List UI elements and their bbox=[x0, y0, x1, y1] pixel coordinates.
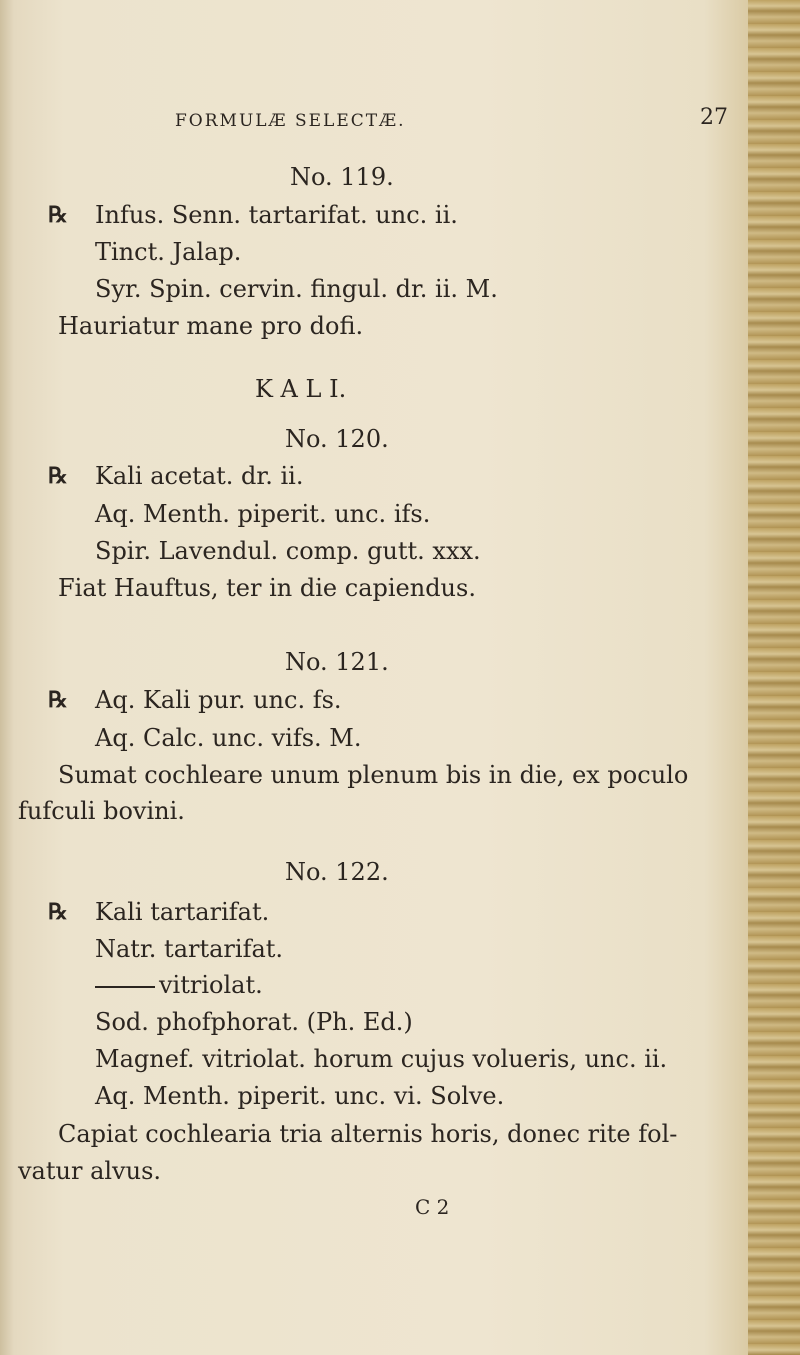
formula-number: No. 122. bbox=[285, 858, 389, 886]
recipe-symbol: ℞ bbox=[48, 899, 68, 925]
page-left-edge bbox=[0, 0, 14, 1355]
ingredient-line: Aq. Menth. piperit. unc. vi. Solve. bbox=[95, 1082, 505, 1110]
running-title: FORMULÆ SELECTÆ. bbox=[175, 111, 406, 131]
ingredient-line: Syr. Spin. cervin. fingul. dr. ii. M. bbox=[95, 275, 498, 303]
ingredient-line: Natr. tartarifat. bbox=[95, 935, 284, 963]
directions-line: Fiat Hauftus, ter in die capiendus. bbox=[58, 574, 476, 602]
ingredient-line: Tinct. Jalap. bbox=[95, 238, 242, 266]
ingredient-line: Aq. Menth. piperit. unc. ifs. bbox=[95, 500, 431, 528]
signature-mark: C 2 bbox=[415, 1195, 450, 1219]
recipe-symbol: ℞ bbox=[48, 687, 68, 713]
page-right-edge bbox=[748, 0, 800, 1355]
ingredient-line: Spir. Lavendul. comp. gutt. xxx. bbox=[95, 537, 481, 565]
ditto-dash bbox=[95, 986, 155, 988]
recipe-symbol: ℞ bbox=[48, 202, 68, 228]
directions-line: Capiat cochlearia tria alternis horis, donec rite fol- bbox=[58, 1120, 678, 1148]
directions-line: vatur alvus. bbox=[18, 1157, 162, 1185]
directions-line: Sumat cochleare unum plenum bis in die, ex poculo bbox=[58, 761, 689, 789]
formula-number: No. 119. bbox=[290, 163, 394, 191]
ingredient-line: Kali acetat. dr. ii. bbox=[95, 462, 304, 490]
page-number: 27 bbox=[700, 105, 728, 130]
formula-number: No. 121. bbox=[285, 648, 389, 676]
ingredient-text: vitriolat. bbox=[159, 971, 263, 999]
directions-line: Hauriatur mane pro dofi. bbox=[58, 312, 364, 340]
ingredient-line: Kali tartarifat. bbox=[95, 898, 270, 926]
directions-line: fufculi bovini. bbox=[18, 797, 185, 825]
formula-number: No. 120. bbox=[285, 425, 389, 453]
recipe-symbol: ℞ bbox=[48, 463, 68, 489]
ingredient-line-ditto bbox=[95, 971, 263, 999]
ingredient-line: Infus. Senn. tartarifat. unc. ii. bbox=[95, 201, 458, 229]
ingredient-line: Aq. Calc. unc. vifs. M. bbox=[95, 724, 362, 752]
ingredient-line: Sod. phofphorat. (Ph. Ed.) bbox=[95, 1008, 413, 1036]
section-heading: K A L I. bbox=[255, 375, 347, 403]
ingredient-line: Aq. Kali pur. unc. fs. bbox=[95, 686, 342, 714]
ingredient-line: Magnef. vitriolat. horum cujus volueris, unc. ii. bbox=[95, 1045, 668, 1073]
